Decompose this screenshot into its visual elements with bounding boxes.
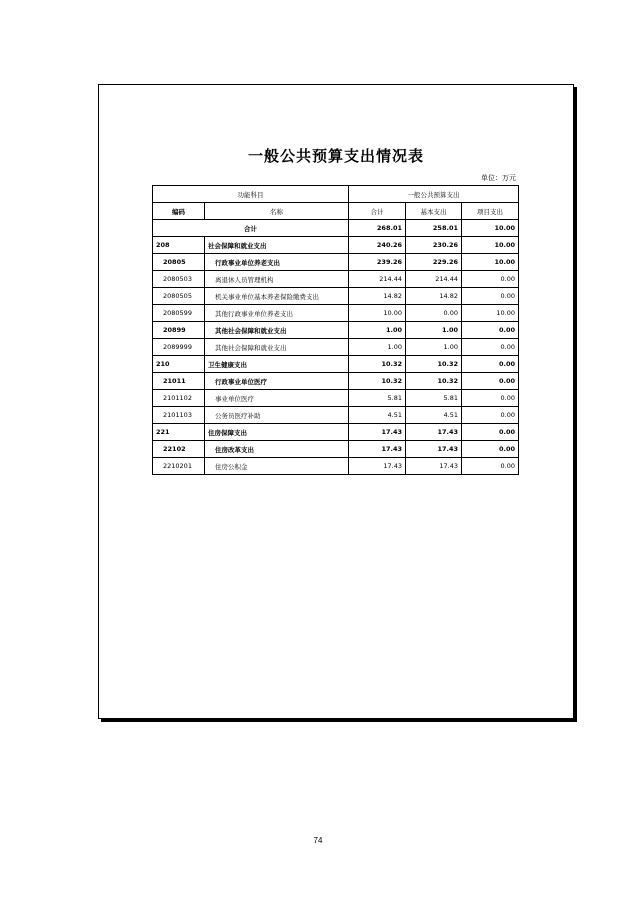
header-total: 合计 (349, 203, 406, 220)
row-project: 0.00 (462, 458, 519, 475)
row-name: 其他社会保障和就业支出 (205, 339, 349, 356)
row-code: 2101102 (153, 390, 205, 407)
row-total: 240.26 (349, 237, 406, 254)
table-row (153, 322, 519, 339)
table-row (153, 356, 519, 373)
header-basic: 基本支出 (406, 203, 462, 220)
table-row (153, 424, 519, 441)
row-total: 17.43 (349, 441, 406, 458)
row-total: 4.51 (349, 407, 406, 424)
total-basic: 258.01 (406, 220, 462, 237)
row-basic: 1.00 (406, 339, 462, 356)
row-basic: 1.00 (406, 322, 462, 339)
row-name: 卫生健康支出 (205, 356, 349, 373)
row-code: 20805 (153, 254, 205, 271)
row-project: 10.00 (462, 305, 519, 322)
row-name: 离退休人员管理机构 (205, 271, 349, 288)
row-project: 0.00 (462, 373, 519, 390)
row-total: 10.32 (349, 356, 406, 373)
row-basic: 214.44 (406, 271, 462, 288)
row-total: 239.26 (349, 254, 406, 271)
row-name: 住房公积金 (205, 458, 349, 475)
table-row (153, 237, 519, 254)
row-basic: 10.32 (406, 356, 462, 373)
row-code: 22102 (153, 441, 205, 458)
page-number: 74 (313, 836, 323, 845)
unit-label: 单位：万元 (481, 174, 516, 182)
row-code: 2080503 (153, 271, 205, 288)
row-code: 221 (153, 424, 205, 441)
row-code: 2080505 (153, 288, 205, 305)
row-code: 208 (153, 237, 205, 254)
row-code: 21011 (153, 373, 205, 390)
table-row (153, 441, 519, 458)
header-code: 编码 (153, 203, 205, 220)
table-row (153, 407, 519, 424)
total-label: 合计 (153, 220, 349, 237)
row-project: 0.00 (462, 390, 519, 407)
header-group-row (153, 186, 519, 203)
row-basic: 0.00 (406, 305, 462, 322)
row-project: 0.00 (462, 356, 519, 373)
row-name: 机关事业单位基本养老保险缴费支出 (205, 288, 349, 305)
row-project: 10.00 (462, 237, 519, 254)
row-basic: 10.32 (406, 373, 462, 390)
table-row (153, 271, 519, 288)
header-project: 项目支出 (462, 203, 519, 220)
row-basic: 5.81 (406, 390, 462, 407)
total-project: 10.00 (462, 220, 519, 237)
row-basic: 230.26 (406, 237, 462, 254)
header-name: 名称 (205, 203, 349, 220)
row-code: 2089999 (153, 339, 205, 356)
row-name: 行政事业单位养老支出 (205, 254, 349, 271)
header-func-subject: 功能科目 (153, 186, 349, 203)
row-total: 14.82 (349, 288, 406, 305)
row-total: 5.81 (349, 390, 406, 407)
row-name: 公务员医疗补助 (205, 407, 349, 424)
table-row (153, 288, 519, 305)
table-row (153, 373, 519, 390)
total-row (153, 220, 519, 237)
row-code: 2210201 (153, 458, 205, 475)
row-project: 0.00 (462, 441, 519, 458)
row-basic: 4.51 (406, 407, 462, 424)
budget-table (152, 185, 519, 475)
row-total: 17.43 (349, 458, 406, 475)
row-code: 210 (153, 356, 205, 373)
row-total: 1.00 (349, 322, 406, 339)
document-page (98, 84, 574, 719)
row-project: 0.00 (462, 407, 519, 424)
row-project: 10.00 (462, 254, 519, 271)
table-row (153, 339, 519, 356)
row-name: 行政事业单位医疗 (205, 373, 349, 390)
row-project: 0.00 (462, 271, 519, 288)
total-total: 268.01 (349, 220, 406, 237)
row-basic: 17.43 (406, 424, 462, 441)
header-general-budget: 一般公共预算支出 (349, 186, 519, 203)
row-project: 0.00 (462, 424, 519, 441)
row-total: 17.43 (349, 424, 406, 441)
row-total: 10.32 (349, 373, 406, 390)
row-code: 20899 (153, 322, 205, 339)
row-name: 住房改革支出 (205, 441, 349, 458)
row-project: 0.00 (462, 288, 519, 305)
row-name: 社会保障和就业支出 (205, 237, 349, 254)
row-basic: 229.26 (406, 254, 462, 271)
row-code: 2101103 (153, 407, 205, 424)
table-row (153, 254, 519, 271)
row-name: 住房保障支出 (205, 424, 349, 441)
row-basic: 17.43 (406, 441, 462, 458)
row-project: 0.00 (462, 339, 519, 356)
table-row (153, 458, 519, 475)
header-columns-row (153, 203, 519, 220)
row-basic: 14.82 (406, 288, 462, 305)
row-name: 事业单位医疗 (205, 390, 349, 407)
row-total: 10.00 (349, 305, 406, 322)
row-name: 其他社会保障和就业支出 (205, 322, 349, 339)
row-code: 2080599 (153, 305, 205, 322)
row-name: 其他行政事业单位养老支出 (205, 305, 349, 322)
table-row (153, 390, 519, 407)
page-title: 一般公共预算支出情况表 (247, 147, 424, 165)
row-basic: 17.43 (406, 458, 462, 475)
row-total: 214.44 (349, 271, 406, 288)
row-total: 1.00 (349, 339, 406, 356)
table-row (153, 305, 519, 322)
row-project: 0.00 (462, 322, 519, 339)
